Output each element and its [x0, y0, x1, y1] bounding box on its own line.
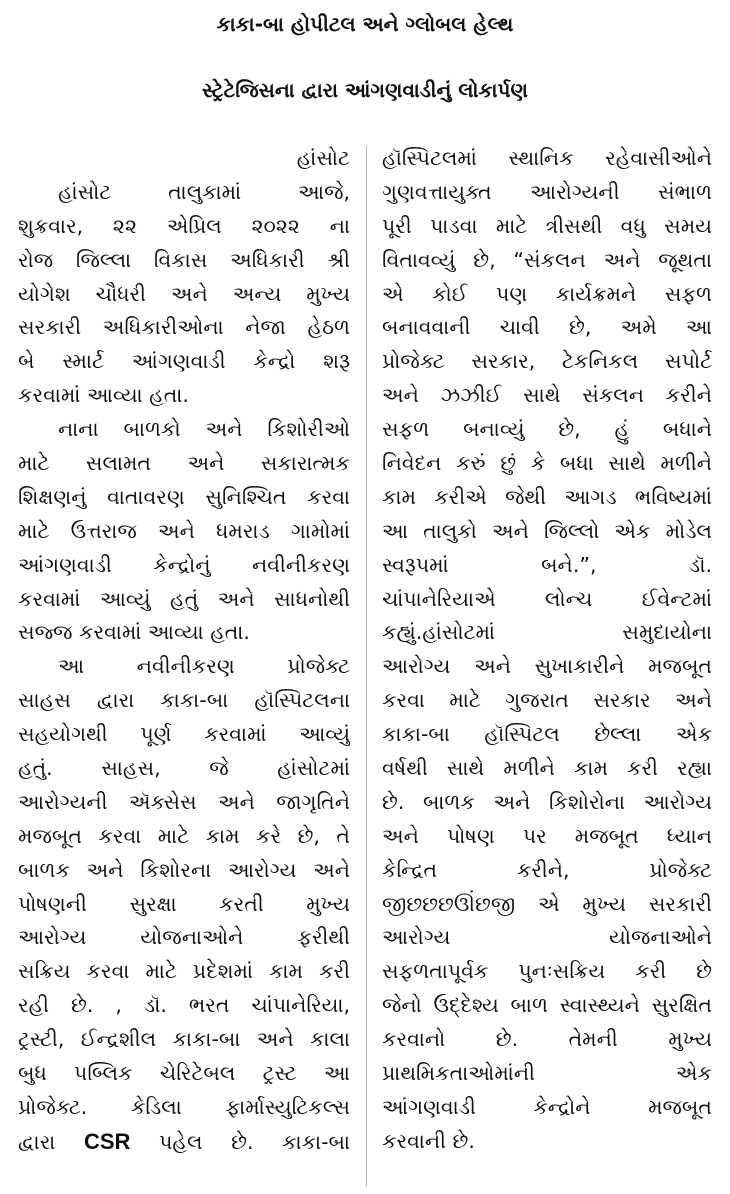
text-line: હૉસ્પિટલમાં સ્થાનિક રહેવાસીઓને — [382, 146, 712, 170]
text-line: આરોગ્ય અને સુખાકારીને મજબૂત — [382, 654, 712, 679]
text-segment: દ્વારા — [18, 1129, 56, 1154]
text-line: અને ઝઝીઈ સાથે સંકલન કરીને — [382, 383, 712, 408]
text-line: આરોગ્ય યોજનાઓને — [382, 925, 712, 950]
text-line: સ્વરૂપમાં બને.”, ડૉ. — [382, 552, 712, 577]
text-segment: પહેલ છે. કાકા-બા — [159, 1129, 350, 1154]
text-line: પ્રોજેક્ટ. કેડિલા ફાર્માસ્યુટિકલ્સ — [18, 1094, 350, 1119]
text-line: પ્રોજેક્ટ સરકાર, ટેકનિકલ સપોર્ટ — [382, 349, 712, 374]
text-line: ચાંપાનેરિયાએ લોન્ચ ઈવેન્ટમાં — [382, 586, 712, 611]
text-line: પૂરી પાડવા માટે ત્રીસથી વધુ સમય — [382, 213, 712, 238]
text-line: બાળક અને કિશોરના આરોગ્ય અને — [18, 857, 350, 882]
text-line: બનાવવાની ચાવી છે, અમે આ — [382, 315, 712, 340]
text-line: કેન્દ્રિત કરીને, પ્રોજેક્ટ — [382, 857, 712, 882]
text-line: કરવામાં આવ્યું હતું અને સાધનોથી — [18, 586, 350, 611]
text-line: જીછછછઊંછજી એ મુખ્ય સરકારી — [382, 891, 712, 916]
text-line: વિતાવવ્યું છે, “સંકલન અને જૂથતા — [382, 247, 712, 272]
text-line: આંગણવાડી કેન્દ્રોનું નવીનીકરણ — [18, 552, 350, 577]
article-column-left — [18, 142, 350, 1159]
text-line: આંગણવાડી કેન્દ્રોને મજબૂત — [382, 1094, 712, 1119]
text-line: કરવા માટે ગુજરાત સરકાર અને — [382, 688, 712, 713]
text-line: પોષણની સુરક્ષા કરતી મુખ્ય — [18, 891, 350, 916]
text-line: કહ્યું.હાંસોટમાં સમુદાયોના — [382, 620, 712, 645]
text-line: આ નવીનીકરણ પ્રોજેક્ટ — [58, 654, 350, 679]
text-line: જેનો ઉદ્દેશ્ય બાળ સ્વાસ્થ્યને સુરક્ષિત — [382, 993, 712, 1018]
text-line: મજબૂત કરવા માટે કામ કરે છે, તે — [18, 823, 350, 848]
headline-line-1: કાકા-બા હોપીટલ અને ગ્લોબલ હેલ્થ — [216, 12, 514, 36]
text-line: બે સ્માર્ટ આંગણવાડી કેન્દ્રો શરૂ — [18, 349, 350, 374]
text-line: છે. બાળક અને કિશોરોના આરોગ્ય — [382, 789, 712, 814]
csr-label: CSR — [83, 1128, 131, 1154]
text-line: શુક્રવાર, ૨૨ એપ્રિલ ૨૦૨૨ ના — [18, 213, 350, 238]
text-line: રહી છે. , ડૉ. ભરત ચાંપાનેરિયા, — [18, 993, 350, 1018]
text-line: આરોગ્ય યોજનાઓને ફરીથી — [18, 925, 350, 950]
text-line: સહયોગથી પૂર્ણ કરવામાં આવ્યું — [18, 722, 350, 747]
text-line: ટ્રસ્ટી, ઈન્દ્રશીલ કાકા-બા અને કાલા — [18, 1027, 350, 1052]
text-line: કરવાનો છે. તેમની મુખ્ય — [382, 1027, 712, 1052]
column-divider — [366, 146, 367, 1186]
text-line: સક્રિય કરવા માટે પ્રદેશમાં કામ કરી — [18, 959, 350, 984]
text-line: કામ કરીએ જેથી આગડ ભવિષ્યમાં — [382, 484, 712, 509]
text-line-csr — [18, 1125, 350, 1159]
text-line: હતું. સાહસ, જે હાંસોટમાં — [18, 756, 350, 781]
text-line: યોગેશ ચૌધરી અને અન્ય મુખ્ય — [18, 281, 350, 306]
text-line: ગુણવત્તાયુક્ત આરોગ્યની સંભાળ — [382, 179, 712, 204]
text-line: કરવાની છે. — [382, 1128, 475, 1153]
text-line: કરવામાં આવ્યા હતા. — [18, 383, 189, 408]
text-line: એ કોઈ પણ કાર્યક્રમને સફળ — [382, 281, 712, 306]
text-line: વર્ષથી સાથે મળીને કામ કરી રહ્યા — [382, 756, 712, 781]
text-line: સરકારી અધિકારીઓના નેજા હેઠળ — [18, 315, 350, 340]
text-line: પ્રાથમિકતાઓમાંની એક — [382, 1061, 712, 1086]
text-line: સફળ બનાવ્યું છે, હું બધાને — [382, 417, 712, 442]
text-line: નાના બાળકો અને કિશોરીઓ — [58, 417, 350, 442]
text-line: સજ્જ કરવામાં આવ્યા હતા. — [18, 620, 250, 645]
text-line: આરોગ્યની ઍક્સેસ અને જાગૃતિને — [18, 789, 350, 814]
text-line: અને પોષણ પર મજબૂત ધ્યાન — [382, 823, 712, 848]
text-line: કાકા-બા હૉસ્પિટલ છેલ્લા એક — [382, 722, 712, 747]
text-line: નિવેદન કરું છું કે બધા સાથે મળીને — [382, 451, 712, 476]
article-column-right — [382, 142, 712, 1159]
text-line: આ તાલુકો અને જિલ્લો એક મોડેલ — [382, 518, 712, 543]
text-line: માટે ઉત્તરાજ અને ધમરાડ ગામોમાં — [18, 518, 350, 543]
headline-line-2: સ્ટ્રેટેજિસના દ્વારા આંગણવાડીનું લોકાર્પણ — [202, 78, 528, 102]
text-line: બુધ પબ્લિક ચેરિટેબલ ટ્રસ્ટ આ — [18, 1061, 350, 1086]
text-line: માટે સલામત અને સકારાત્મક — [18, 451, 350, 476]
text-line: સફળતાપૂર્વક પુનઃસક્રિય કરી છે — [382, 959, 712, 984]
text-line: શિક્ષણનું વાતાવરણ સુનિશ્ચિત કરવા — [18, 484, 350, 509]
dateline: હાંસોટ — [296, 146, 350, 170]
text-line: રોજ જિલ્લા વિકાસ અધિકારી શ્રી — [18, 247, 350, 272]
text-line: હાંસોટ તાલુકામાં આજે, — [58, 179, 350, 204]
text-line: સાહસ દ્વારા કાકા-બા હૉસ્પિટલના — [18, 688, 350, 713]
